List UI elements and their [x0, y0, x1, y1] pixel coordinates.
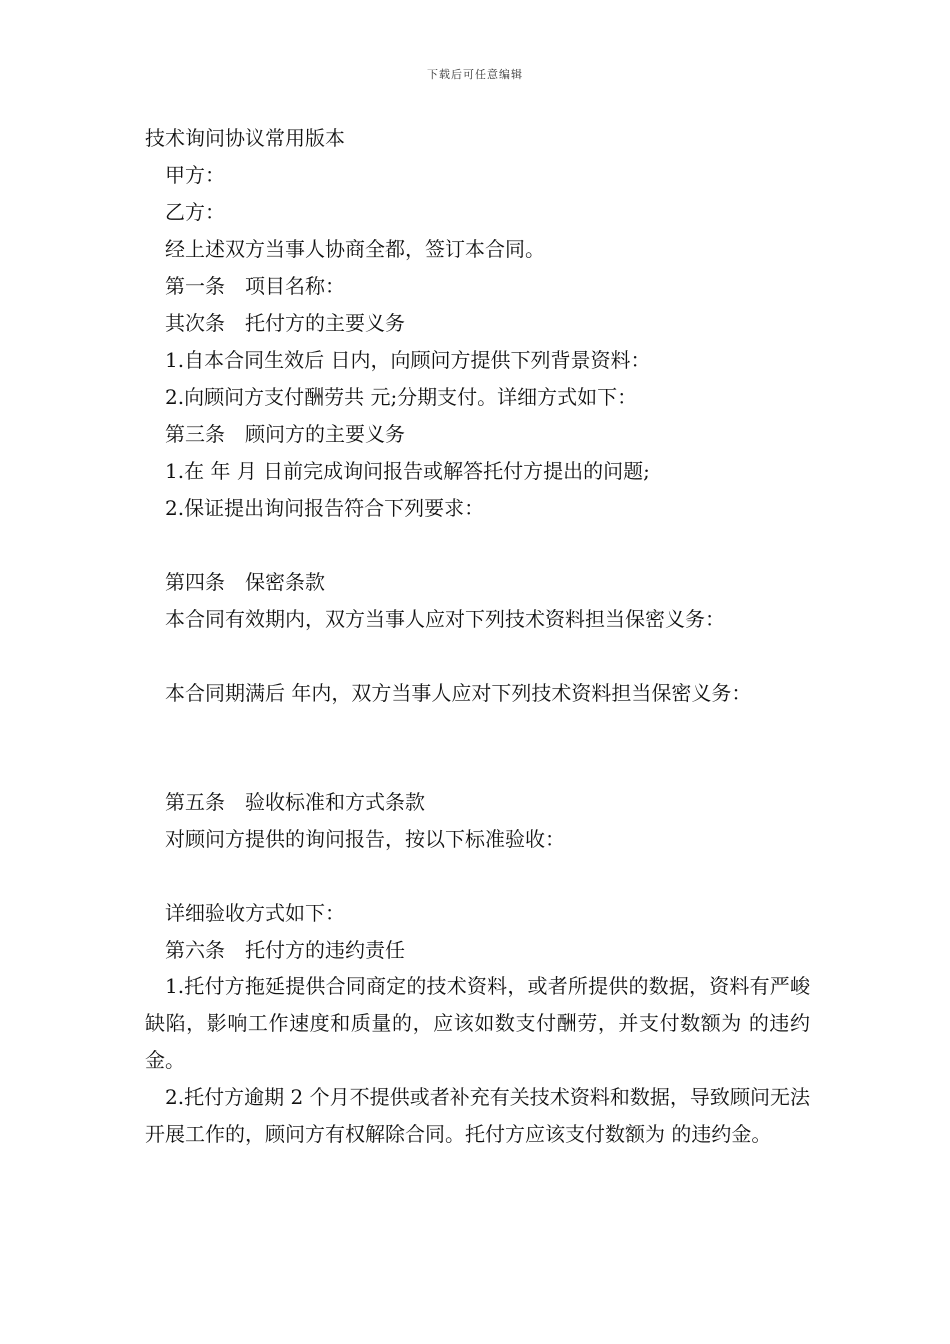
article-4-text-2: 本合同期满后 年内，双方当事人应对下列技术资料担当保密义务： — [165, 681, 752, 705]
article-2-heading: 其次条 托付方的主要义务 — [165, 311, 405, 335]
article-3-heading: 第三条 顾问方的主要义务 — [165, 422, 405, 446]
article-6-item-2: 2.托付方逾期 2 个月不提供或者补充有关技术资料和数据，导致顾问无法开展工作的，顾问方有权解除合同。托付方应该支付数额为 的违约金。 — [145, 1085, 810, 1146]
article-4-text-1: 本合同有效期内，双方当事人应对下列技术资料担当保密义务： — [165, 607, 725, 631]
article-3-item-2: 2.保证提出询问报告符合下列要求： — [165, 496, 485, 520]
article-2-item-2: 2.向顾问方支付酬劳共 元;分期支付。详细方式如下： — [165, 385, 638, 409]
party-a-line: 甲方： — [165, 163, 225, 187]
article-4-heading: 第四条 保密条款 — [165, 570, 325, 594]
party-b-line: 乙方： — [165, 200, 225, 224]
preamble-line: 经上述双方当事人协商全都，签订本合同。 — [165, 237, 545, 261]
article-1-heading: 第一条 项目名称： — [165, 274, 345, 298]
article-6-heading: 第六条 托付方的违约责任 — [165, 938, 405, 962]
article-3-item-1: 1.在 年 月 日前完成询问报告或解答托付方提出的问题; — [165, 459, 650, 483]
article-5-text-2: 详细验收方式如下： — [165, 901, 345, 925]
article-2-item-1: 1.自本合同生效后 日内，向顾问方提供下列背景资料： — [165, 348, 651, 372]
article-5-text-1: 对顾问方提供的询问报告，按以下标准验收： — [165, 827, 565, 851]
document-title: 技术询问协议常用版本 — [145, 126, 345, 150]
header-note: 下载后可任意编辑 — [427, 68, 523, 81]
article-5-heading: 第五条 验收标准和方式条款 — [165, 790, 425, 814]
article-6-item-1: 1.托付方拖延提供合同商定的技术资料，或者所提供的数据，资料有严峻缺陷，影响工作速度和质量的，应该如数支付酬劳，并支付数额为 的违约金。 — [145, 974, 810, 1072]
